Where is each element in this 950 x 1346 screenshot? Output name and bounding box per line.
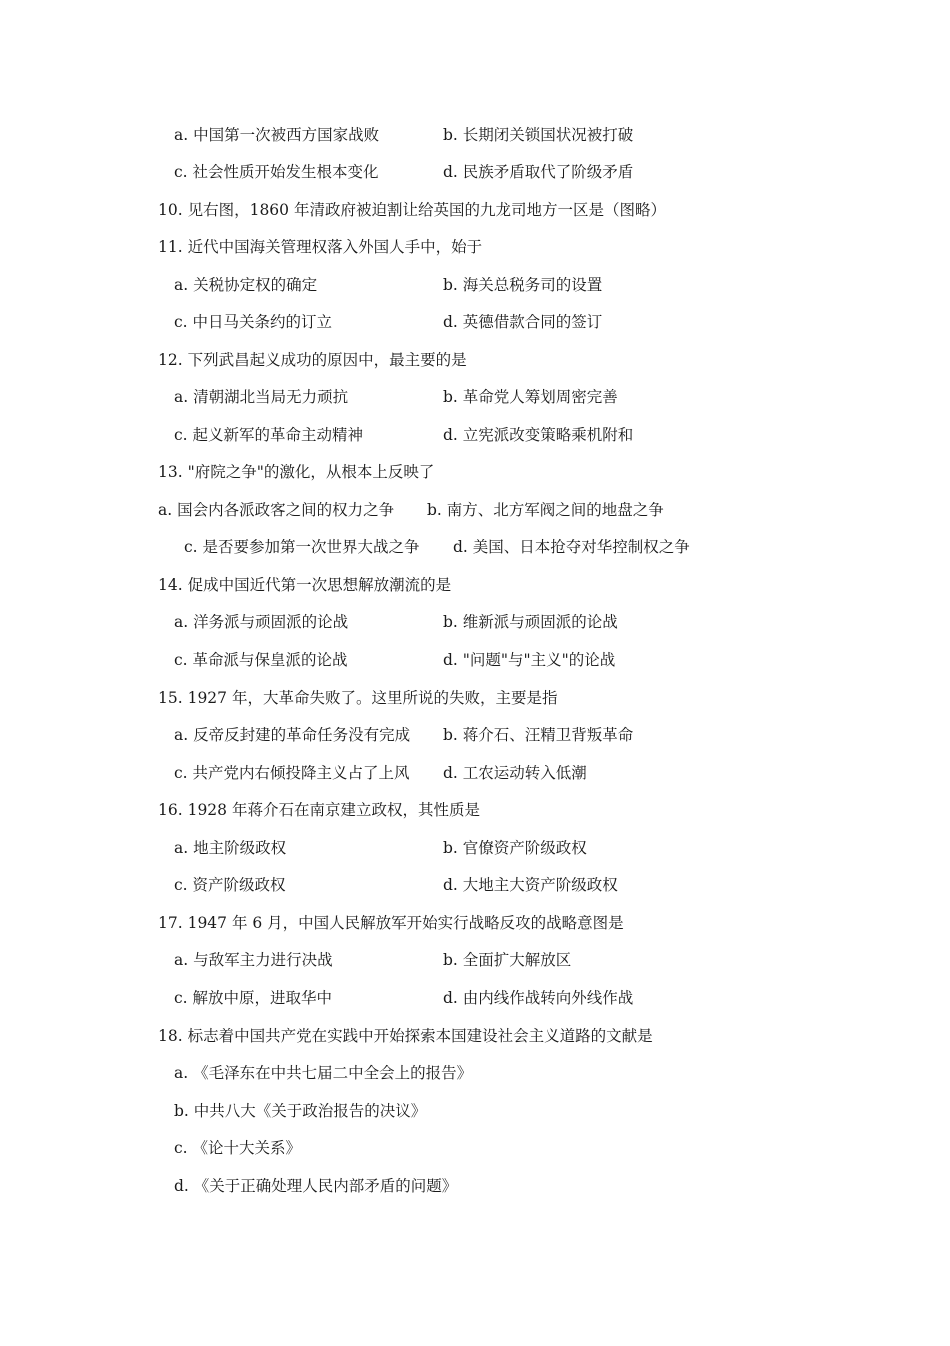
q12-option-d: d. 立宪派改变策略乘机附和 bbox=[443, 426, 634, 444]
q15-option-a: a. 反帝反封建的革命任务没有完成 bbox=[174, 726, 411, 744]
q14-option-d: d. "问题"与"主义"的论战 bbox=[443, 651, 616, 669]
q9-option-b: b. 长期闭关锁国状况被打破 bbox=[443, 126, 634, 144]
q16-option-a: a. 地主阶级政权 bbox=[174, 839, 287, 857]
q11-option-a: a. 关税协定权的确定 bbox=[174, 276, 318, 294]
q17-stem: 17. 1947 年 6 月，中国人民解放军开始实行战略反攻的战略意图是 bbox=[158, 914, 624, 932]
q15-option-b: b. 蒋介石、汪精卫背叛革命 bbox=[443, 726, 634, 744]
q12-option-a: a. 清朝湖北当局无力顽抗 bbox=[174, 388, 349, 406]
q16-stem: 16. 1928 年蒋介石在南京建立政权，其性质是 bbox=[158, 801, 480, 819]
q14-option-a: a. 洋务派与顽固派的论战 bbox=[174, 613, 349, 631]
q9-option-c: c. 社会性质开始发生根本变化 bbox=[174, 163, 379, 181]
q13-option-c: c. 是否要参加第一次世界大战之争 bbox=[184, 538, 420, 556]
q15-option-c: c. 共产党内右倾投降主义占了上风 bbox=[174, 764, 410, 782]
q16-option-d: d. 大地主大资产阶级政权 bbox=[443, 876, 618, 894]
q16-option-b: b. 官僚资产阶级政权 bbox=[443, 839, 587, 857]
q9-option-d: d. 民族矛盾取代了阶级矛盾 bbox=[443, 163, 634, 181]
q18-option-d: d. 《关于正确处理人民内部矛盾的问题》 bbox=[174, 1177, 458, 1195]
q11-option-c: c. 中日马关条约的订立 bbox=[174, 313, 333, 331]
q18-option-c: c. 《论十大关系》 bbox=[174, 1139, 302, 1157]
q9-option-a: a. 中国第一次被西方国家战败 bbox=[174, 126, 380, 144]
q10-stem: 10. 见右图，1860 年清政府被迫割让给英国的九龙司地方一区是（图略） bbox=[158, 201, 666, 219]
q18-stem: 18. 标志着中国共产党在实践中开始探索本国建设社会主义道路的文献是 bbox=[158, 1027, 653, 1045]
q12-option-c: c. 起义新军的革命主动精神 bbox=[174, 426, 364, 444]
q18-option-b: b. 中共八大《关于政治报告的决议》 bbox=[174, 1102, 427, 1120]
q13-option-b: b. 南方、北方军阀之间的地盘之争 bbox=[427, 501, 664, 519]
q16-option-c: c. 资产阶级政权 bbox=[174, 876, 286, 894]
q11-stem: 11. 近代中国海关管理权落入外国人手中，始于 bbox=[158, 238, 483, 256]
q17-option-a: a. 与敌军主力进行决战 bbox=[174, 951, 333, 969]
q14-option-c: c. 革命派与保皇派的论战 bbox=[174, 651, 348, 669]
q13-stem: 13. "府院之争"的激化，从根本上反映了 bbox=[158, 463, 435, 481]
q17-option-c: c. 解放中原，进取华中 bbox=[174, 989, 333, 1007]
q18-option-a: a. 《毛泽东在中共七届二中全会上的报告》 bbox=[174, 1064, 473, 1082]
q14-option-b: b. 维新派与顽固派的论战 bbox=[443, 613, 618, 631]
q12-stem: 12. 下列武昌起义成功的原因中，最主要的是 bbox=[158, 351, 467, 369]
q11-option-d: d. 英德借款合同的签订 bbox=[443, 313, 603, 331]
q11-option-b: b. 海关总税务司的设置 bbox=[443, 276, 603, 294]
q15-option-d: d. 工农运动转入低潮 bbox=[443, 764, 587, 782]
q17-option-b: b. 全面扩大解放区 bbox=[443, 951, 572, 969]
q17-option-d: d. 由内线作战转向外线作战 bbox=[443, 989, 634, 1007]
q13-option-a: a. 国会内各派政客之间的权力之争 bbox=[158, 501, 395, 519]
q12-option-b: b. 革命党人筹划周密完善 bbox=[443, 388, 618, 406]
q15-stem: 15. 1927 年，大革命失败了。这里所说的失败，主要是指 bbox=[158, 689, 558, 707]
q14-stem: 14. 促成中国近代第一次思想解放潮流的是 bbox=[158, 576, 452, 594]
q13-option-d: d. 美国、日本抢夺对华控制权之争 bbox=[453, 538, 690, 556]
